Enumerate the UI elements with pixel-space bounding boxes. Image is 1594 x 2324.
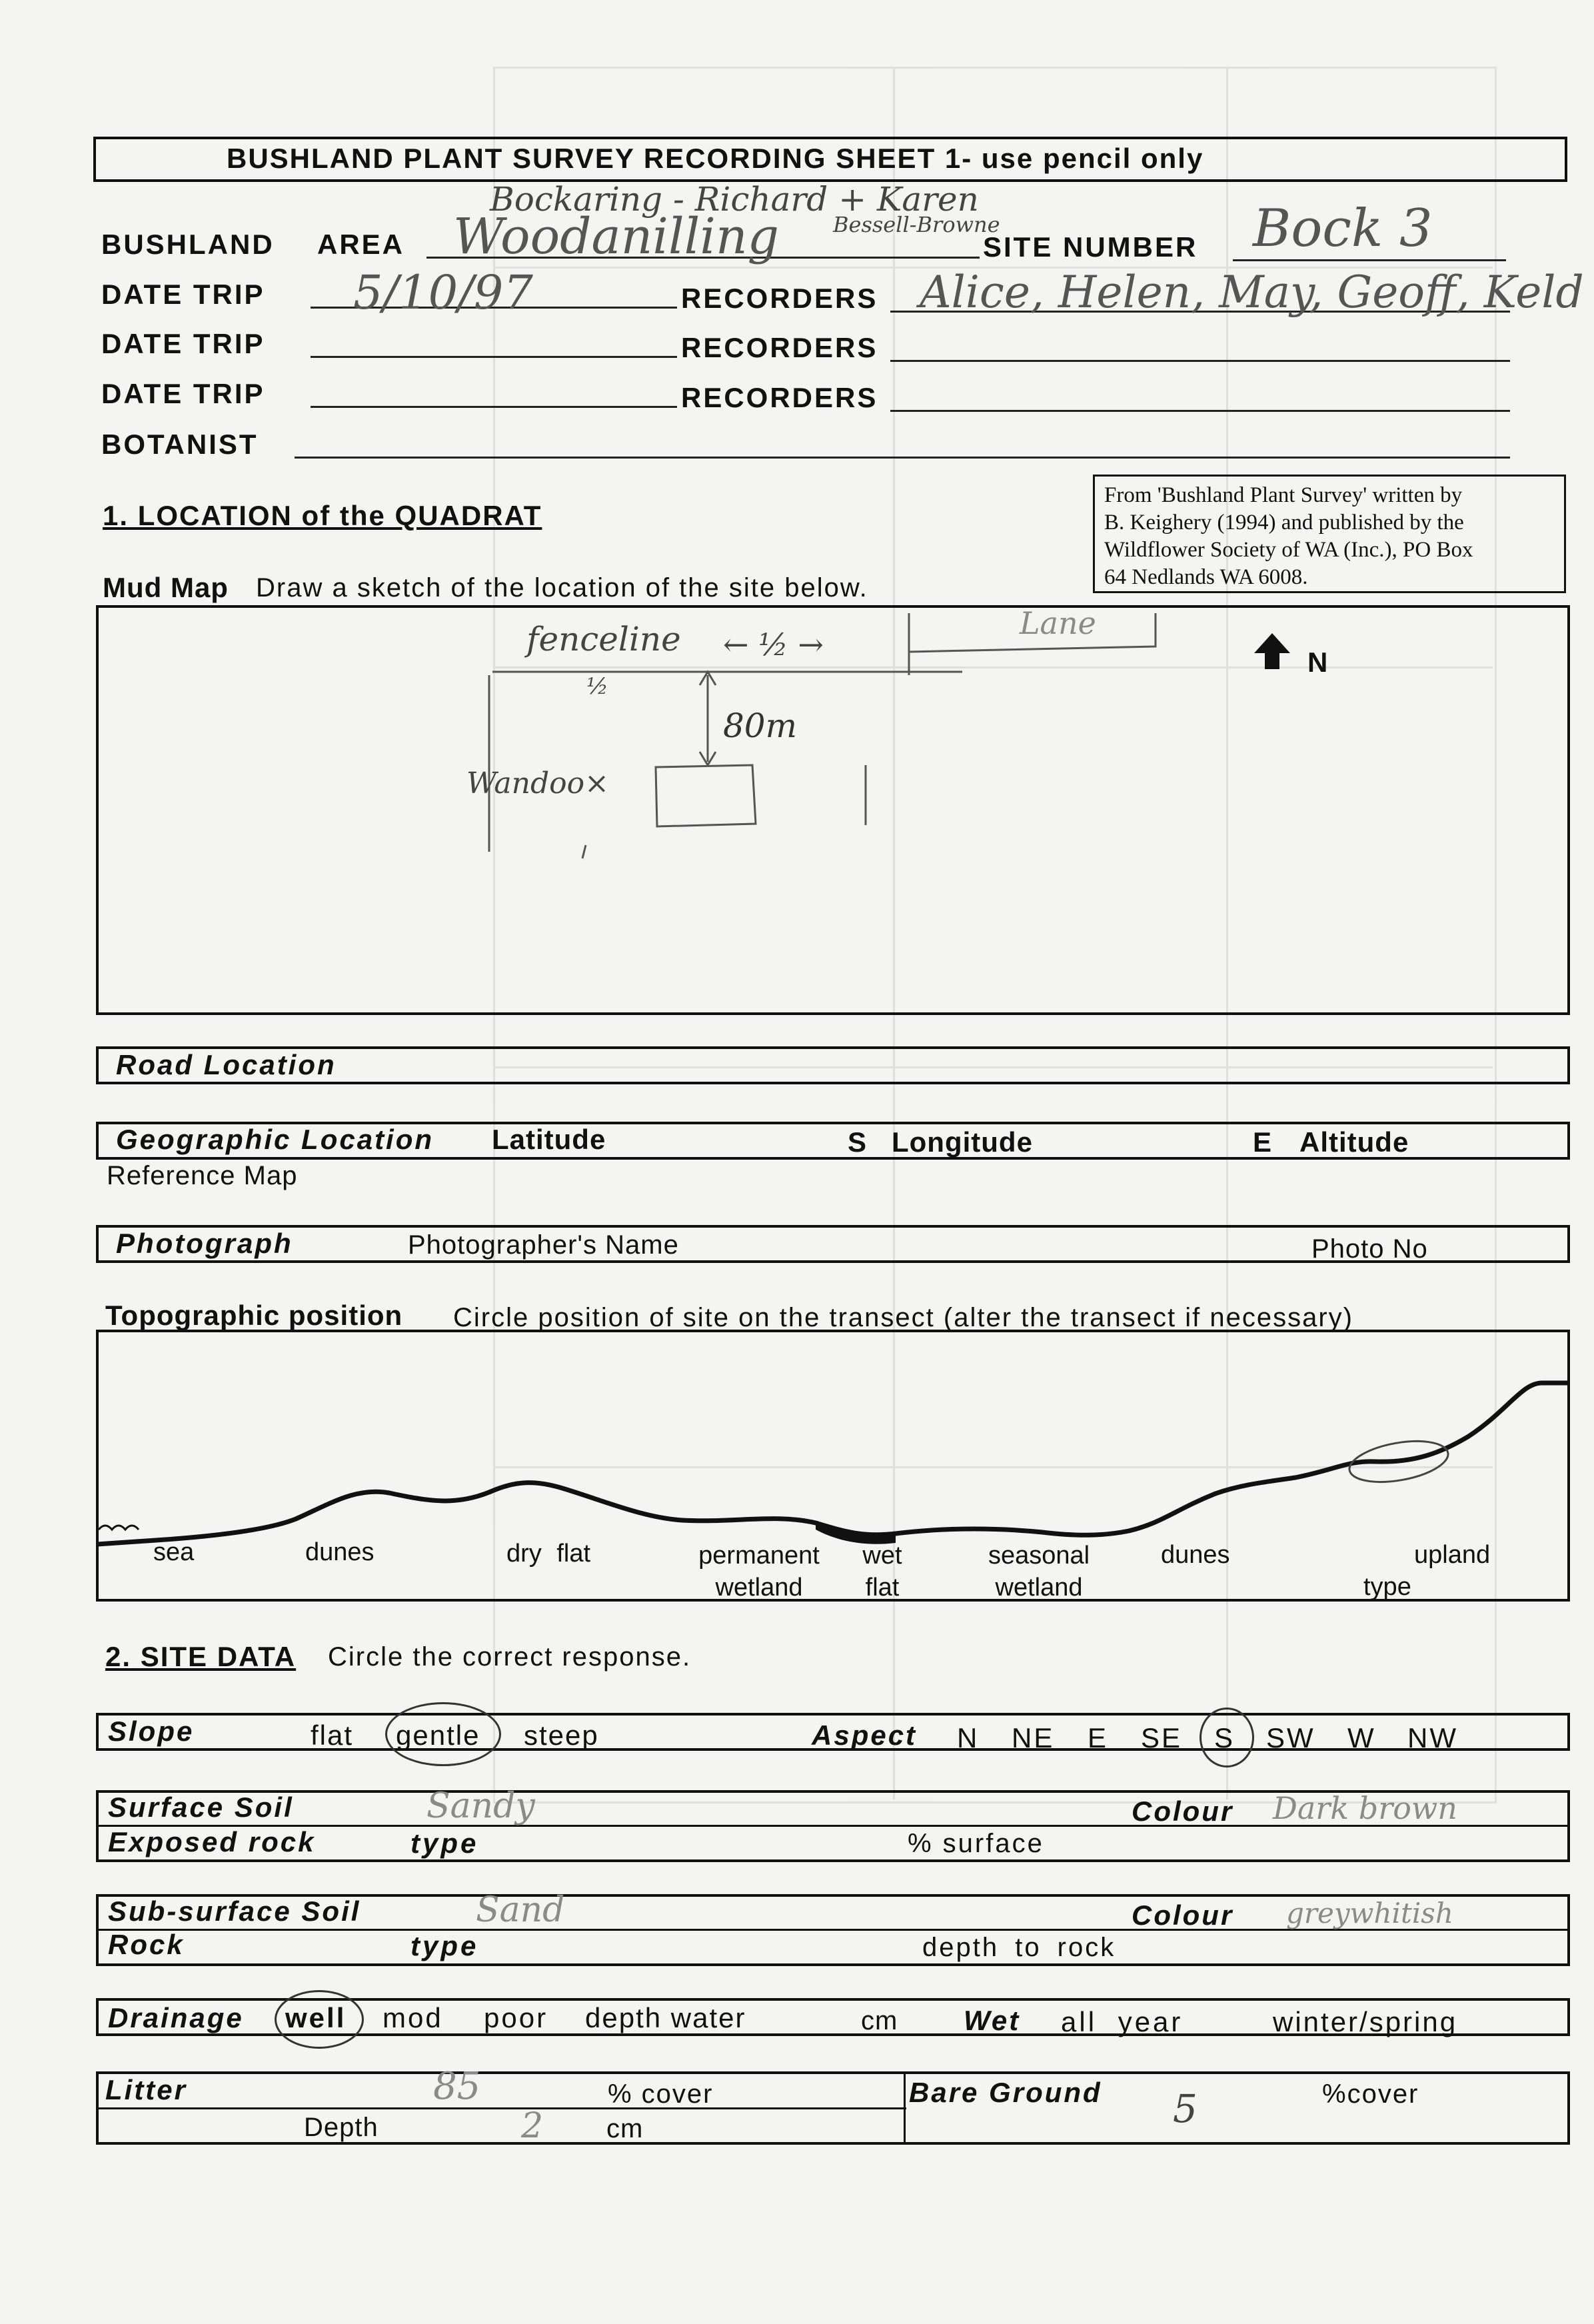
- slope-label: Slope: [108, 1716, 195, 1747]
- aspect-e[interactable]: E: [1088, 1722, 1109, 1753]
- surface-colour-value[interactable]: Dark brown: [1273, 1790, 1457, 1826]
- bushland-label: BUSHLAND: [101, 229, 275, 260]
- slope-steep[interactable]: steep: [524, 1720, 599, 1751]
- site-data-heading: 2. SITE DATA: [105, 1641, 297, 1672]
- area-label: AREA: [317, 229, 405, 260]
- altitude-label: Altitude: [1299, 1126, 1409, 1158]
- surface-soil-value[interactable]: Sandy: [426, 1786, 535, 1826]
- latitude-s: S: [848, 1126, 869, 1158]
- botanist-line: [295, 457, 1510, 459]
- latitude-label: Latitude: [492, 1124, 606, 1155]
- date-trip-line-2: [311, 356, 677, 358]
- aspect-nw[interactable]: NW: [1407, 1722, 1458, 1753]
- wet-all-year[interactable]: all year: [1061, 2006, 1184, 2037]
- mud-map-label: Mud Map: [103, 572, 229, 603]
- surface-soil-label: Surface Soil: [108, 1791, 294, 1823]
- recorders-value-1[interactable]: Alice, Helen, May, Geoff, Keld: [920, 267, 1584, 318]
- aspect-label: Aspect: [812, 1720, 918, 1751]
- subsurface-soil-label: Sub-surface Soil: [108, 1895, 361, 1927]
- litter-bare-divider: [904, 2071, 906, 2145]
- side-tick: [582, 845, 586, 858]
- wet-winter-spring[interactable]: winter/spring: [1273, 2006, 1458, 2037]
- topographic-label: Topographic position: [105, 1300, 403, 1331]
- longitude-e: E: [1253, 1126, 1274, 1158]
- recorders-label-3: RECORDERS: [681, 382, 878, 413]
- mud-map-sketch: [96, 605, 1570, 1015]
- topo-dry-flat[interactable]: dry flat: [506, 1540, 591, 1568]
- drainage-selected-circle: [275, 1990, 364, 2049]
- date-trip-label-1: DATE TRIP: [101, 279, 265, 310]
- surface-colour-label: Colour: [1132, 1795, 1234, 1827]
- litter-cover-value[interactable]: 85: [433, 2065, 481, 2108]
- distance-arrow: [700, 672, 716, 765]
- transect-line: [97, 1383, 1569, 1544]
- topo-type: type: [1363, 1573, 1411, 1601]
- depth-water-label: depth water: [585, 2002, 746, 2033]
- credit-line-2: B. Keighery (1994) and published by the: [1104, 511, 1464, 535]
- wet-label: Wet: [964, 2005, 1021, 2036]
- subsurface-colour-value[interactable]: greywhitish: [1286, 1897, 1453, 1929]
- percent-surface-label: % surface: [908, 1829, 1044, 1858]
- topo-permanent-wetland[interactable]: permanent wetland: [698, 1542, 820, 1602]
- drainage-mod[interactable]: mod: [383, 2002, 443, 2033]
- bare-ground-percent-cover: %cover: [1322, 2079, 1419, 2109]
- mud-map-instruction: Draw a sketch of the location of the site below.: [256, 573, 868, 602]
- date-trip-label-2: DATE TRIP: [101, 328, 265, 359]
- slope-selected-circle: [385, 1702, 501, 1766]
- date-trip-label-3: DATE TRIP: [101, 378, 265, 409]
- bare-ground-label: Bare Ground: [909, 2077, 1102, 2108]
- north-label: N: [1307, 646, 1330, 678]
- location-heading: 1. LOCATION of the QUADRAT: [103, 500, 542, 531]
- sketch-distance: 80m: [723, 706, 798, 745]
- rock-type-label: type: [410, 1930, 479, 1961]
- photographer-label: Photographer's Name: [408, 1230, 679, 1260]
- sketch-half: ½: [586, 673, 608, 700]
- date-trip-value-1[interactable]: 5/10/97: [353, 265, 533, 320]
- rock-label: Rock: [108, 1929, 185, 1960]
- recorders-line-3: [890, 410, 1510, 412]
- litter-label: Litter: [105, 2074, 187, 2105]
- page-title: BUSHLAND PLANT SURVEY RECORDING SHEET 1- use pencil only: [227, 143, 1204, 174]
- litter-depth-cm: cm: [606, 2114, 644, 2143]
- litter-depth-label: Depth: [304, 2113, 379, 2142]
- subsurface-colour-label: Colour: [1132, 1899, 1234, 1931]
- longitude-label: Longitude: [892, 1126, 1033, 1158]
- subsurface-soil-value[interactable]: Sand: [476, 1890, 565, 1930]
- sketch-fenceline: fenceline: [526, 620, 681, 658]
- north-arrow-shape: [1254, 633, 1290, 669]
- area-value[interactable]: Woodanilling: [453, 208, 779, 265]
- sea-ripple: [99, 1526, 139, 1530]
- aspect-ne[interactable]: NE: [1012, 1722, 1055, 1753]
- sketch-arrow-label: ← ½ →: [723, 626, 824, 662]
- bare-ground-value[interactable]: 5: [1173, 2086, 1197, 2131]
- topographic-instruction: Circle position of site on the transect (alter the transect if necessary): [453, 1303, 1353, 1332]
- credit-line-1: From 'Bushland Plant Survey' written by: [1104, 483, 1463, 507]
- recorders-label-2: RECORDERS: [681, 332, 878, 363]
- depth-water-cm: cm: [861, 2006, 898, 2035]
- topo-wet-flat[interactable]: wet flat: [862, 1542, 902, 1602]
- exposed-rock-label: Exposed rock: [108, 1826, 316, 1857]
- credit-box: [1093, 475, 1566, 593]
- date-trip-line-3: [311, 406, 677, 408]
- topo-upland[interactable]: upland: [1414, 1541, 1491, 1569]
- litter-percent-cover: % cover: [608, 2079, 714, 2109]
- drainage-poor[interactable]: poor: [484, 2002, 548, 2033]
- credit-line-4: 64 Nedlands WA 6008.: [1104, 565, 1308, 589]
- site-number-line: [1233, 259, 1506, 261]
- drainage-well[interactable]: well: [285, 2002, 347, 2033]
- site-number-label: SITE NUMBER: [983, 231, 1198, 263]
- topo-dunes-2[interactable]: dunes: [1161, 1541, 1230, 1569]
- litter-row-divider: [96, 2107, 906, 2109]
- recorders-label-1: RECORDERS: [681, 283, 878, 314]
- sketch-lane: Lane: [1020, 605, 1096, 641]
- topo-dunes-1[interactable]: dunes: [305, 1538, 375, 1566]
- slope-gentle[interactable]: gentle: [396, 1720, 480, 1751]
- area-above-value: Bockaring - Richard + Karen: [490, 180, 979, 219]
- drainage-label: Drainage: [108, 2002, 244, 2033]
- aspect-se[interactable]: SE: [1141, 1722, 1183, 1753]
- slope-flat[interactable]: flat: [311, 1720, 354, 1751]
- credit-line-3: Wildflower Society of WA (Inc.), PO Box: [1104, 538, 1473, 562]
- recorders-line-2: [890, 360, 1510, 362]
- aspect-s[interactable]: S: [1214, 1722, 1235, 1753]
- photograph-label: Photograph: [116, 1228, 293, 1259]
- litter-depth-value[interactable]: 2: [521, 2106, 544, 2146]
- reference-map-label: Reference Map: [107, 1161, 298, 1190]
- depth-to-rock-label: depth to rock: [922, 1933, 1116, 1962]
- geographic-label: Geographic Location: [116, 1124, 434, 1155]
- topo-sea[interactable]: sea: [153, 1538, 195, 1566]
- aspect-n[interactable]: N: [957, 1722, 980, 1753]
- aspect-sw[interactable]: SW: [1266, 1722, 1315, 1753]
- area-extra-value: Bessell-Browne: [833, 212, 1000, 237]
- exposed-rock-type-label: type: [410, 1827, 479, 1859]
- road-location-label: Road Location: [116, 1049, 337, 1080]
- site-data-instruction: Circle the correct response.: [328, 1642, 692, 1672]
- topo-seasonal-wetland[interactable]: seasonal wetland: [988, 1542, 1090, 1602]
- aspect-selected-circle: [1199, 1708, 1254, 1767]
- photo-no-label: Photo No: [1311, 1234, 1428, 1264]
- quadrat-rectangle: [656, 765, 756, 826]
- site-number-value[interactable]: Bock 3: [1253, 199, 1433, 259]
- aspect-w[interactable]: W: [1347, 1722, 1376, 1753]
- sketch-tree: Wandoo×: [466, 766, 609, 800]
- botanist-label: BOTANIST: [101, 429, 259, 460]
